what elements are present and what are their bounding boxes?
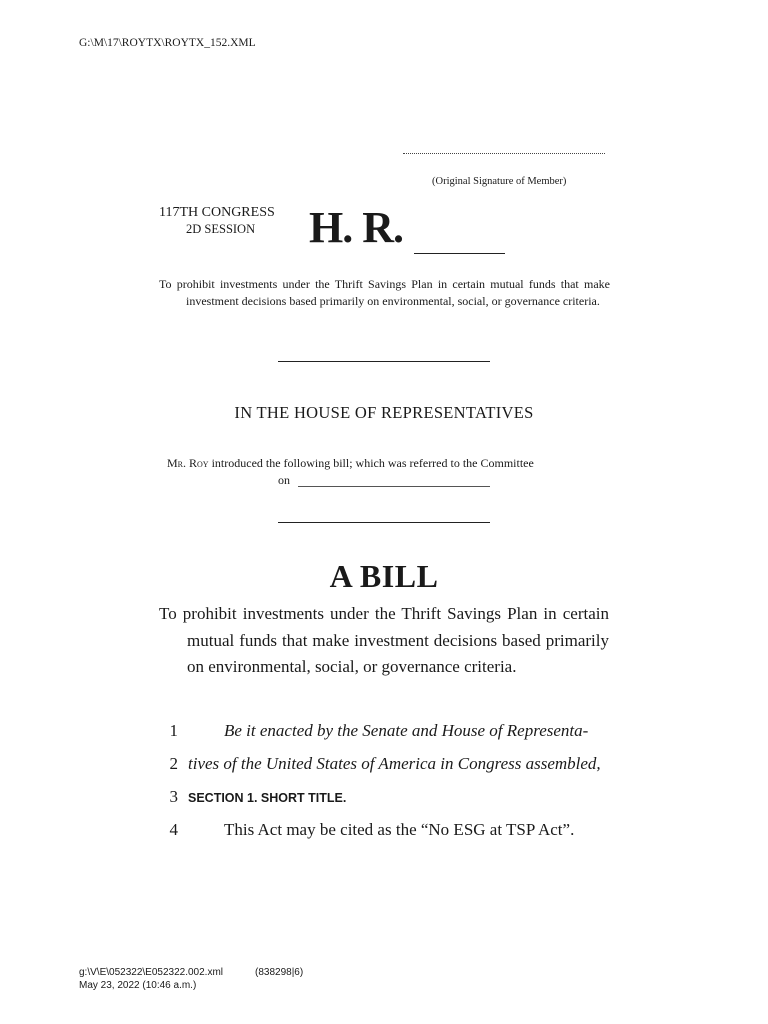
introduction-body: introduced the following bill; which was referred to the Committee: [211, 456, 534, 470]
line-number: 1: [169, 721, 178, 740]
sponsor-name: Mr. Roy: [167, 456, 209, 470]
footer: [79, 966, 303, 992]
enacting-clause-line: tives of the United States of America in Congress assembled,: [188, 754, 601, 773]
footer-file: g:\V\E\052322\E052322.002.xml: [79, 967, 223, 978]
footer-date: May 23, 2022 (10:46 a.m.): [79, 980, 197, 991]
session-label: 2D SESSION: [186, 222, 256, 236]
line-number: 4: [169, 820, 178, 839]
signature-line: [403, 153, 605, 154]
introduction-text: [167, 455, 534, 472]
chamber-heading: IN THE HOUSE OF REPRESENTATIVES: [234, 403, 534, 422]
signature-caption: (Original Signature of Member): [432, 176, 567, 187]
bill-number-blank: [414, 253, 505, 254]
short-purpose: To prohibit investments under the Thrift Savings Plan in certain mutual funds that make investment decisions based primarily on environmental, social, or governance criteria.: [159, 277, 610, 308]
section-text: This Act may be cited as the “No ESG at TSP Act”.: [224, 820, 575, 839]
divider-rule: [278, 361, 490, 362]
line-number: 3: [169, 787, 178, 806]
divider-rule: [278, 522, 490, 523]
file-path: G:\M\17\ROYTX\ROYTX_152.XML: [79, 37, 256, 49]
long-purpose: To prohibit investments under the Thrift Savings Plan in certain mutual funds that make investment decisions based primarily on environmental, social, or governance criteria.: [159, 604, 609, 676]
committee-blank: [298, 486, 490, 487]
line-number: 2: [169, 754, 178, 773]
section-heading: SECTION 1. SHORT TITLE.: [188, 791, 347, 805]
committee-on-label: on: [278, 473, 290, 487]
footer-id: (838298|6): [255, 967, 304, 978]
enacting-clause-line: Be it enacted by the Senate and House of Representa-: [224, 721, 589, 740]
congress-label: 117TH CONGRESS: [159, 205, 275, 220]
bill-number-label: H. R.: [309, 203, 403, 252]
document-title: A BILL: [329, 558, 439, 594]
